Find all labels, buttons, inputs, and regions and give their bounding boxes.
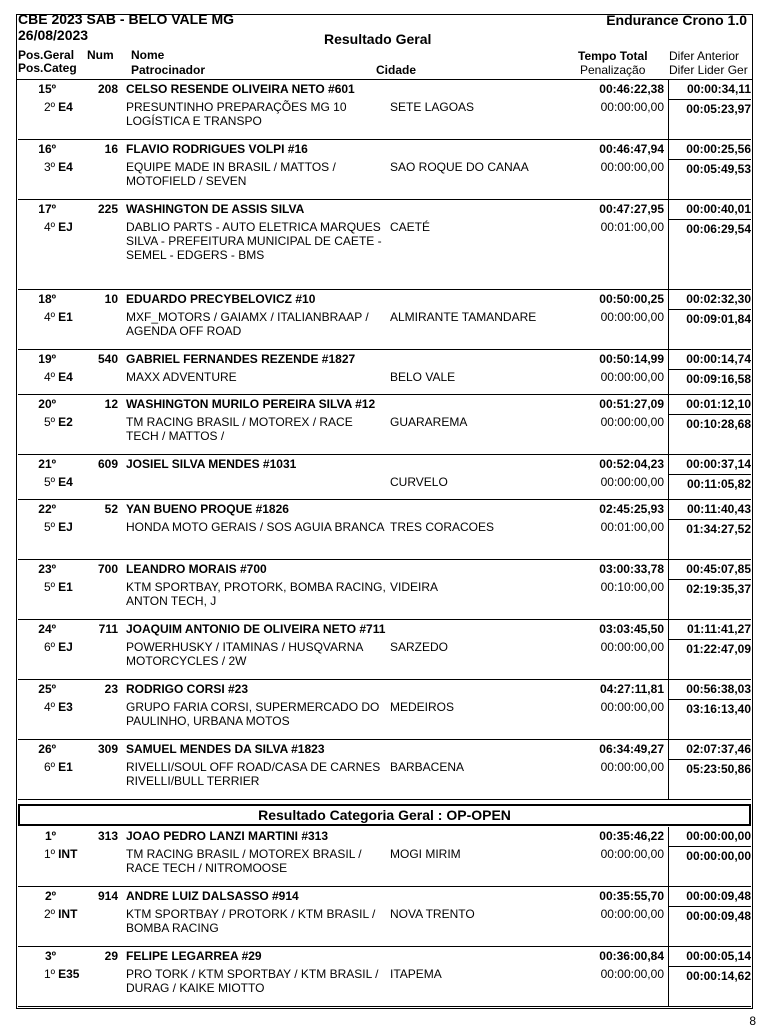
entry-main-row [18, 827, 751, 844]
rider-name: RODRIGO CORSI #23 [126, 682, 249, 696]
diff-leader: 00:05:49,53 [668, 159, 751, 177]
diff-column-divider [668, 887, 669, 946]
total-time: 00:47:27,95 [599, 202, 664, 216]
result-entry [18, 887, 751, 947]
category-code: E1 [58, 760, 73, 774]
position-overall: 25º [38, 682, 56, 696]
position-category: 4º [44, 700, 56, 714]
system-name: Endurance Crono 1.0 [606, 12, 747, 28]
rider-number: 52 [104, 502, 118, 516]
category-position [44, 475, 73, 489]
total-time: 04:27:11,81 [599, 682, 664, 696]
diff-column-divider [668, 947, 669, 1006]
sponsor: MXF_MOTORS / GAIAMX / ITALIANBRAAP / AGENDA OFF ROAD [126, 310, 369, 338]
total-time: 00:46:22,38 [599, 82, 664, 96]
result-entry [18, 140, 751, 200]
penalty: 00:00:00,00 [600, 640, 664, 654]
diff-previous: 00:01:12,10 [686, 397, 751, 411]
position-overall: 3º [44, 949, 56, 963]
page-number: 8 [749, 1014, 756, 1028]
rider-name: FELIPE LEGARREA #29 [126, 949, 262, 963]
rider-name: WASHINGTON DE ASSIS SILVA [126, 202, 305, 216]
diff-previous: 00:00:14,74 [686, 352, 751, 366]
event-date: 26/08/2023 [18, 27, 89, 43]
penalty: 00:00:00,00 [600, 100, 664, 114]
col-patrocinador: Patrocinador [131, 63, 206, 77]
rider-number: 914 [97, 889, 118, 903]
penalty: 00:00:00,00 [600, 967, 664, 981]
penalty: 00:10:00,00 [600, 580, 664, 594]
penalty: 00:00:00,00 [600, 847, 664, 861]
sponsor: HONDA MOTO GERAIS / SOS AGUIA BRANCA [126, 520, 385, 534]
sponsor: RIVELLI/SOUL OFF ROAD/CASA DE CARNES RIVELLI/BULL TERRIER [126, 760, 381, 788]
rider-name: WASHINGTON MURILO PEREIRA SILVA #12 [126, 397, 376, 411]
sponsor: TM RACING BRASIL / MOTOREX / RACE TECH / MATTOS / [126, 415, 353, 443]
diff-column-divider [668, 350, 669, 394]
position-overall: 23º [38, 562, 56, 576]
rider-name: SAMUEL MENDES DA SILVA #1823 [126, 742, 325, 756]
diff-previous: 02:07:37,46 [686, 742, 751, 756]
diff-leader: 00:05:23,97 [668, 99, 751, 117]
diff-leader: 05:23:50,86 [668, 759, 751, 777]
rider-number: 225 [97, 202, 118, 216]
position-overall: 22º [38, 502, 56, 516]
city: MOGI MIRIM [390, 847, 461, 861]
city: SAO ROQUE DO CANAA [390, 160, 529, 174]
diff-leader: 00:09:01,84 [668, 309, 751, 327]
rider-name: JOAO PEDRO LANZI MARTINI #313 [126, 829, 329, 843]
category-code: E3 [58, 700, 73, 714]
city: MEDEIROS [390, 700, 455, 714]
category-position [44, 160, 73, 174]
position-overall: 16º [38, 142, 56, 156]
col-difer-lider: Difer Lider Ger [669, 63, 748, 77]
category-position [44, 520, 73, 534]
position-overall: 18º [38, 292, 56, 306]
result-entry [18, 680, 751, 740]
diff-previous: 00:00:34,11 [686, 82, 751, 96]
city: BELO VALE [390, 370, 456, 384]
position-category: 4º [44, 370, 56, 384]
category-position [44, 640, 73, 654]
event-title: CBE 2023 SAB - BELO VALE MG [18, 11, 235, 27]
category-code: EJ [58, 640, 73, 654]
category-position [44, 700, 73, 714]
total-time: 00:52:04,23 [599, 457, 664, 471]
diff-previous: 00:02:32,30 [686, 292, 751, 306]
category-position [44, 310, 73, 324]
position-category: 1º [44, 847, 56, 861]
total-time: 06:34:49,27 [599, 742, 664, 756]
rider-name: ANDRE LUIZ DALSASSO #914 [126, 889, 299, 903]
col-pos-geral: Pos.Geral [18, 48, 75, 62]
rider-number: 12 [104, 397, 118, 411]
col-cidade: Cidade [376, 63, 417, 77]
result-entry [18, 290, 751, 350]
total-time: 00:35:55,70 [599, 889, 664, 903]
position-category: 6º [44, 760, 56, 774]
position-category: 4º [44, 310, 56, 324]
position-category: 5º [44, 520, 56, 534]
category-position [44, 907, 77, 921]
total-time: 00:51:27,09 [599, 397, 664, 411]
diff-previous: 00:00:00,00 [686, 829, 751, 843]
position-overall: 24º [38, 622, 56, 636]
category-position [44, 847, 77, 861]
rider-name: YAN BUENO PROQUE #1826 [126, 502, 289, 516]
result-entry [18, 560, 751, 620]
rider-number: 609 [97, 457, 118, 471]
position-overall: 15º [38, 82, 56, 96]
position-category: 1º [44, 967, 56, 981]
diff-leader: 00:06:29,54 [668, 219, 751, 237]
sponsor: KTM SPORTBAY / PROTORK / KTM BRASIL / BOMBA RACING [126, 907, 376, 935]
penalty: 00:00:00,00 [600, 760, 664, 774]
penalty: 00:01:00,00 [600, 220, 664, 234]
penalty: 00:00:00,00 [600, 370, 664, 384]
total-time: 00:36:00,84 [599, 949, 664, 963]
category-position [44, 580, 73, 594]
position-category: 4º [44, 220, 56, 234]
sponsor: MAXX ADVENTURE [126, 370, 237, 384]
category-position [44, 220, 73, 234]
position-overall: 21º [38, 457, 56, 471]
position-overall: 1º [44, 829, 56, 843]
diff-column-divider [668, 500, 669, 559]
diff-leader: 00:00:14,62 [668, 966, 751, 984]
result-entry [18, 200, 751, 290]
result-entry [18, 455, 751, 500]
diff-leader: 02:19:35,37 [668, 579, 751, 597]
entry-main-row [18, 947, 751, 964]
rider-name: LEANDRO MORAIS #700 [126, 562, 267, 576]
total-time: 03:00:33,78 [599, 562, 664, 576]
diff-previous: 00:00:05,14 [686, 949, 751, 963]
rider-number: 208 [97, 82, 118, 96]
diff-leader: 03:16:13,40 [668, 699, 751, 717]
rider-number: 711 [98, 622, 118, 636]
result-entry [18, 620, 751, 680]
diff-leader: 00:00:09,48 [668, 906, 751, 924]
city: CAETÉ [390, 220, 431, 234]
entry-main-row [18, 680, 751, 697]
rider-number: 29 [104, 949, 118, 963]
diff-column-divider [668, 680, 669, 739]
entry-main-row [18, 395, 751, 412]
category-code: E2 [58, 415, 73, 429]
entry-main-row [18, 290, 751, 307]
city: ALMIRANTE TAMANDARE [390, 310, 537, 324]
col-penalizacao: Penalização [580, 63, 646, 77]
result-entry [18, 350, 751, 395]
diff-leader: 00:00:00,00 [668, 846, 751, 864]
city: VIDEIRA [390, 580, 439, 594]
total-time: 00:35:46,22 [599, 829, 664, 843]
city: GUARAREMA [390, 415, 468, 429]
sponsor: PRESUNTINHO PREPARAÇÕES MG 10 LOGÍSTICA E TRANSPO [126, 100, 347, 128]
position-overall: 19º [38, 352, 56, 366]
entry-main-row [18, 200, 751, 217]
rider-number: 16 [104, 142, 118, 156]
diff-column-divider [668, 455, 669, 499]
position-category: 5º [44, 475, 56, 489]
category-code: INT [58, 847, 78, 861]
diff-column-divider [668, 740, 669, 799]
report-title: Resultado Geral [324, 31, 432, 47]
category-position [44, 967, 79, 981]
position-category: 2º [44, 100, 56, 114]
rider-number: 313 [97, 829, 118, 843]
sponsor: KTM SPORTBAY, PROTORK, BOMBA RACING, ANTON TECH, J [126, 580, 386, 608]
category-position [44, 760, 73, 774]
col-tempo-total: Tempo Total [578, 49, 648, 63]
entry-main-row [18, 887, 751, 904]
sponsor: DABLIO PARTS - AUTO ELETRICA MARQUES SILVA - PREFEITURA MUNICIPAL DE CAETE - SEMEL - EDGERS - BMS [126, 220, 382, 262]
rider-name: EDUARDO PRECYBELOVICZ #10 [126, 292, 316, 306]
sponsor: PRO TORK / KTM SPORTBAY / KTM BRASIL / DURAG / KAIKE MIOTTO [126, 967, 379, 995]
entry-main-row [18, 500, 751, 517]
diff-previous: 00:45:07,85 [686, 562, 751, 576]
category-code: E1 [58, 310, 73, 324]
city: CURVELO [390, 475, 448, 489]
city: NOVA TRENTO [390, 907, 475, 921]
position-overall: 2º [44, 889, 56, 903]
diff-previous: 00:00:09,48 [686, 889, 751, 903]
penalty: 00:00:00,00 [600, 310, 664, 324]
diff-column-divider [668, 140, 669, 199]
penalty: 00:00:00,00 [600, 475, 664, 489]
category-position [44, 370, 73, 384]
diff-column-divider [668, 395, 669, 454]
entry-main-row [18, 740, 751, 757]
diff-column-divider [668, 80, 669, 139]
diff-column-divider [668, 290, 669, 349]
entry-main-row [18, 350, 751, 367]
penalty: 00:00:00,00 [600, 700, 664, 714]
category-code: INT [58, 907, 78, 921]
category-code: E4 [58, 160, 73, 174]
diff-previous: 00:00:40,01 [686, 202, 751, 216]
position-category: 5º [44, 580, 56, 594]
total-time: 03:03:45,50 [599, 622, 664, 636]
sponsor: TM RACING BRASIL / MOTOREX BRASIL / RACE TECH / NITROMOOSE [126, 847, 362, 875]
category-code: EJ [58, 220, 73, 234]
category-position [44, 100, 73, 114]
result-entry [18, 740, 751, 800]
city: BARBACENA [390, 760, 465, 774]
position-overall: 26º [38, 742, 56, 756]
sponsor: EQUIPE MADE IN BRASIL / MATTOS / MOTOFIELD / SEVEN [126, 160, 336, 188]
category-position [44, 415, 73, 429]
sponsor: POWERHUSKY / ITAMINAS / HUSQVARNA MOTORCYCLES / 2W [126, 640, 363, 668]
diff-column-divider [668, 560, 669, 619]
penalty: 00:00:00,00 [600, 415, 664, 429]
penalty: 00:00:00,00 [600, 160, 664, 174]
category-code: E4 [58, 370, 73, 384]
diff-leader: 00:09:16,58 [668, 369, 751, 387]
rider-number: 540 [97, 352, 118, 366]
total-time: 00:50:14,99 [599, 352, 664, 366]
city: SETE LAGOAS [390, 100, 475, 114]
diff-previous: 00:00:37,14 [686, 457, 751, 471]
entry-main-row [18, 140, 751, 157]
result-entry [18, 395, 751, 455]
position-category: 3º [44, 160, 56, 174]
entry-main-row [18, 620, 751, 637]
diff-leader: 00:11:05,82 [668, 474, 751, 492]
category-code: E4 [58, 475, 73, 489]
diff-previous: 00:56:38,03 [686, 682, 751, 696]
position-category: 5º [44, 415, 56, 429]
entry-main-row [18, 455, 751, 472]
result-entry [18, 80, 751, 140]
result-entry [18, 947, 751, 1007]
position-overall: 20º [38, 397, 56, 411]
penalty: 00:00:00,00 [600, 907, 664, 921]
city: TRES CORACOES [390, 520, 495, 534]
rider-number: 10 [104, 292, 118, 306]
rider-number: 700 [97, 562, 118, 576]
diff-previous: 01:11:41,27 [686, 622, 751, 636]
category-code: E4 [58, 100, 73, 114]
entry-main-row [18, 560, 751, 577]
diff-column-divider [668, 827, 669, 886]
total-time: 00:50:00,25 [599, 292, 664, 306]
category-banner: Resultado Categoria Geral : OP-OPEN [18, 804, 751, 826]
category-code: E35 [58, 967, 80, 981]
rider-number: 309 [97, 742, 118, 756]
position-category: 2º [44, 907, 56, 921]
city: ITAPEMA [390, 967, 442, 981]
diff-leader: 00:10:28,68 [668, 414, 751, 432]
rider-number: 23 [104, 682, 118, 696]
diff-previous: 00:11:40,43 [686, 502, 751, 516]
diff-previous: 00:00:25,56 [686, 142, 751, 156]
col-difer-anterior: Difer Anterior [669, 49, 740, 63]
col-pos-categ: Pos.Categ [18, 61, 77, 75]
rider-name: CELSO RESENDE OLIVEIRA NETO #601 [126, 82, 355, 96]
col-nome: Nome [131, 48, 165, 62]
city: SARZEDO [390, 640, 449, 654]
diff-column-divider [668, 620, 669, 679]
total-time: 00:46:47,94 [599, 142, 664, 156]
diff-column-divider [668, 200, 669, 289]
rider-name: FLAVIO RODRIGUES VOLPI #16 [126, 142, 308, 156]
col-num: Num [87, 48, 114, 62]
diff-leader: 01:34:27,52 [668, 519, 751, 537]
rider-name: JOSIEL SILVA MENDES #1031 [126, 457, 297, 471]
category-code: E1 [58, 580, 73, 594]
category-code: EJ [58, 520, 73, 534]
rider-name: JOAQUIM ANTONIO DE OLIVEIRA NETO #711 [126, 622, 386, 636]
result-entry [18, 827, 751, 887]
diff-leader: 01:22:47,09 [668, 639, 751, 657]
position-overall: 17º [38, 202, 56, 216]
sponsor: GRUPO FARIA CORSI, SUPERMERCADO DO PAULINHO, URBANA MOTOS [126, 700, 380, 728]
total-time: 02:45:25,93 [599, 502, 664, 516]
result-entry [18, 500, 751, 560]
entry-main-row [18, 80, 751, 97]
rider-name: GABRIEL FERNANDES REZENDE #1827 [126, 352, 356, 366]
position-category: 6º [44, 640, 56, 654]
penalty: 00:01:00,00 [600, 520, 664, 534]
